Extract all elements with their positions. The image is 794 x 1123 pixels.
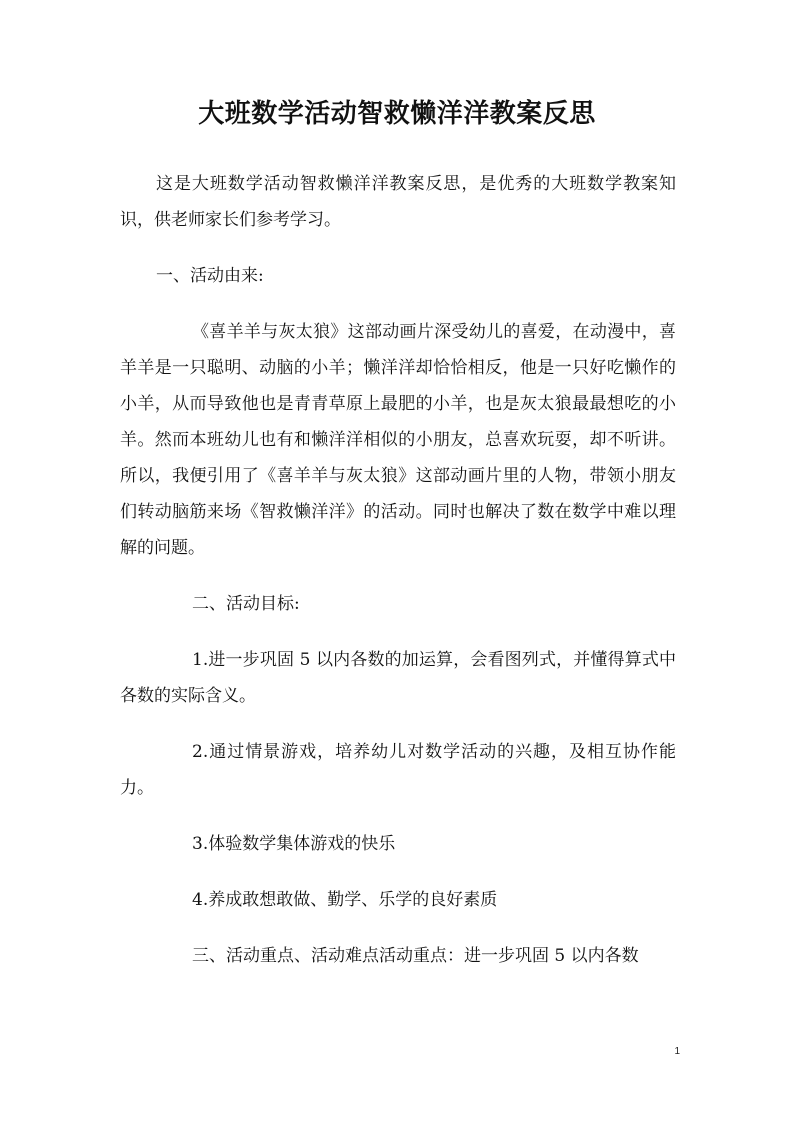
document-title: 大班数学活动智救懒洋洋教案反思: [198, 99, 596, 129]
origin-paragraph: 《喜羊羊与灰太狼》这部动画片深受幼儿的喜爱，在动漫中，喜羊羊是一只聪明、动脑的小羊；懒洋洋却恰恰相反，他是一只好吃懒作的小羊，从而导致他也是青青草原上最肥的小羊，也是灰太狼最最想吃的小羊。然而本班幼儿也有和懒洋洋相似的小朋友，总喜欢玩耍，却不听讲。所以，我便引用了《喜羊羊与灰太狼》这部动画片里的人物，带领小朋友们转动脑筋来场《智救懒洋洋》的活动。同时也解决了数在数学中难以理解的问题。: [120, 322, 676, 558]
document-body: [120, 166, 676, 994]
goal-item-1: 1.进一步巩固 5 以内各数的加运算，会看图列式，并懂得算式中各数的实际含义。: [120, 650, 676, 706]
goal-item-3: 3.体验数学集体游戏的快乐: [192, 834, 396, 854]
section-heading-focus: 三、活动重点、活动难点活动重点：进一步巩固 5 以内各数: [192, 946, 639, 966]
section-heading-origin: 一、活动由来:: [156, 266, 264, 286]
goal-item-4: 4.养成敢想敢做、勤学、乐学的良好素质: [192, 890, 498, 910]
goal-item-2: 2.通过情景游戏，培养幼儿对数学活动的兴趣，及相互协作能力。: [120, 742, 676, 798]
intro-paragraph: 这是大班数学活动智救懒洋洋教案反思，是优秀的大班数学教案知识，供老师家长们参考学习。: [120, 174, 676, 230]
section-heading-goals: 二、活动目标:: [192, 594, 300, 614]
page-number: 1: [674, 1046, 680, 1057]
